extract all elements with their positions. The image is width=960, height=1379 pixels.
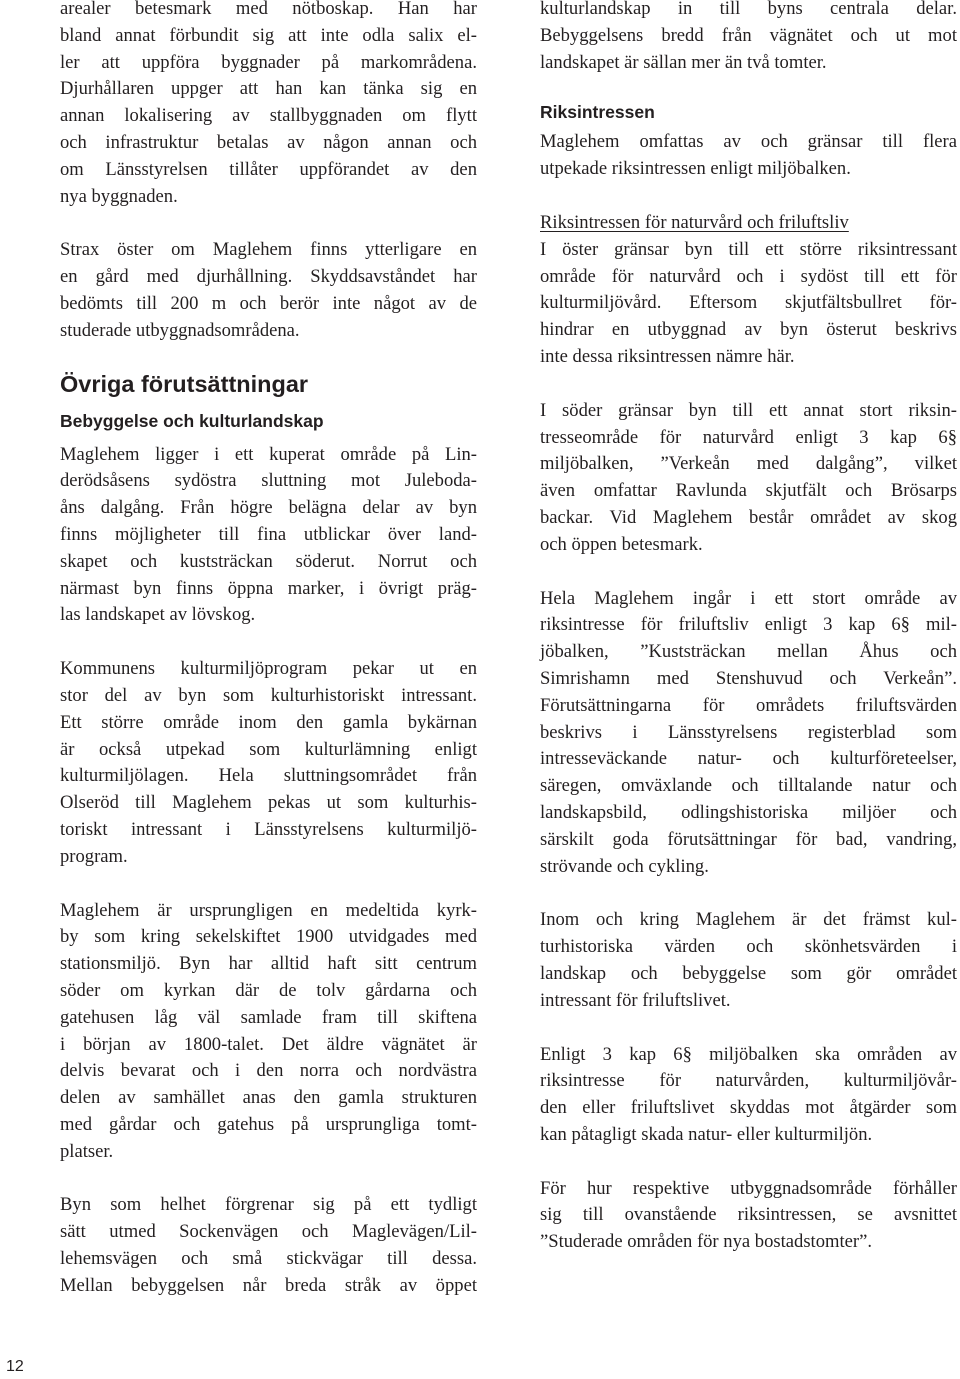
text-line: även omfattar Ravlunda skjutfält och Brösarps (540, 480, 957, 502)
text-line: arealer betesmark med nötboskap. Han har (60, 0, 477, 19)
text-line: Bebyggelsens bredd från vägnätet och ut mot (540, 24, 957, 46)
text-line: landskapet är sällan mer än två tomter. (540, 51, 827, 73)
text-line: Olseröd till Maglehem pekas ut som kulturhis- (60, 792, 477, 814)
text-line: intresseväckande natur- och kulturföreteelser, (540, 748, 957, 770)
paragraph-djurhallning (60, 0, 477, 210)
text-line: backar. Vid Maglehem består området av skog (540, 506, 957, 528)
text-line: delvis bevarat och i den norra och nordvästra (60, 1060, 477, 1082)
text-line: i början av 1800-talet. Det äldre vägnätet är (60, 1033, 477, 1055)
text-line: Simrishamn med Stenshuvud och Verkeån”. (540, 667, 957, 689)
text-line: beskrivs i Länsstyrelsens registerblad som (540, 721, 957, 743)
text-line: Maglehem ligger i ett kuperat område på Lin- (60, 443, 477, 465)
text-line: kulturmiljölagen. Hela sluttningsområdet från (60, 765, 477, 787)
text-line: ”Studerade områden för nya bostadstomter”. (540, 1231, 872, 1253)
paragraph-enligt-3-kap (540, 1042, 957, 1149)
paragraph-inom-och-kring (540, 907, 957, 1014)
text-line: tresseområde för naturvård enligt 3 kap 6§ (540, 426, 957, 448)
text-line: en gård med djurhållning. Skyddsavståndet har (60, 266, 477, 288)
text-line: Ett större område inom den gamla bykärnan (60, 711, 477, 733)
subheading-naturvard-friluftsliv: Riksintressen för naturvård och friluftsliv (540, 211, 849, 233)
text-line: intressant för friluftslivet. (540, 989, 731, 1011)
text-line: platser. (60, 1140, 114, 1162)
text-line: med gårdar och gatehus på ursprungliga tomt- (60, 1113, 477, 1135)
text-line: närmast byn finns öppna marker, i övrigt präg- (60, 577, 477, 599)
paragraph-i-soder (540, 398, 957, 559)
text-line: program. (60, 845, 128, 867)
text-line: derödsåsens sydöstra sluttning mot Juleboda- (60, 470, 477, 492)
text-line: I öster gränsar byn till ett större riksintressant (540, 238, 957, 260)
subheading-bebyggelse: Bebyggelse och kulturlandskap (60, 410, 324, 431)
text-line: delen av samhället anas den gamla strukturen (60, 1087, 477, 1109)
paragraph-kulturmiljoprogram (60, 656, 477, 870)
text-line: finns möjligheter till fina utblickar över land- (60, 523, 477, 545)
text-line: nya byggnaden. (60, 185, 178, 207)
text-line: åns dalgång. Från högre belägna delar av byn (60, 497, 477, 519)
text-line: riksintresse för naturvården, kulturmiljövår- (540, 1070, 957, 1092)
text-line: Enligt 3 kap 6§ miljöbalken ska områden av (540, 1043, 957, 1065)
text-line: Mellan bebyggelsen når breda stråk av öppet (60, 1274, 477, 1296)
text-line: kan påtagligt skada natur- eller kulturmiljön. (540, 1123, 873, 1145)
text-line: Byn som helhet förgrenar sig på ett tydligt (60, 1194, 477, 1216)
text-line: Djurhållaren uppger att han kan tänka sig en (60, 78, 477, 100)
text-line: Hela Maglehem ingår i ett stort område av (540, 587, 957, 609)
text-line: turhistoriska värden och skönhetsvärden i (540, 936, 957, 958)
text-line: skapet och kuststräckan söderut. Norrut och (60, 550, 477, 572)
text-line: område för naturvård och i sydöst till ett för (540, 265, 957, 287)
text-line: stationsmiljö. Byn har alltid haft sitt centrum (60, 953, 477, 975)
text-line: Maglehem omfattas av och gränsar till flera (540, 131, 957, 153)
text-line: annan lokalisering av stallbyggnaden om flytt (60, 105, 477, 127)
text-line: strövande och cykling. (540, 855, 709, 877)
text-line: söder om kyrkan där de tolv gårdarna och (60, 979, 477, 1001)
text-line: utpekade riksintressen enligt miljöbalken. (540, 158, 851, 180)
text-line: Strax öster om Maglehem finns ytterligare en (60, 239, 477, 261)
text-line: och infrastruktur betalas av någon annan och (60, 131, 477, 153)
text-line: stor del av byn som kulturhistoriskt intressant. (60, 684, 477, 706)
text-line: om Länsstyrelsen tillåter uppförandet av den (60, 158, 477, 180)
paragraph-for-hur-respektive (540, 1176, 957, 1256)
text-line: hindrar en utbyggnad av byn österut beskrivs (540, 319, 957, 341)
right-column (540, 0, 957, 1256)
paragraph-maglehem-omfattas (540, 129, 957, 183)
text-line: För hur respektive utbyggnadsområde förhåller (540, 1177, 957, 1199)
text-line: riksintresse för friluftsliv enligt 3 kap 6§ mil- (540, 614, 957, 636)
text-line: lehemsvägen och små stickvägar till dessa. (60, 1248, 477, 1270)
paragraph-i-oster (540, 237, 957, 371)
text-line: las landskapet av lövskog. (60, 604, 256, 626)
text-line: Kommunens kulturmiljöprogram pekar ut en (60, 658, 477, 680)
text-line: Förutsättningarna för områdets friluftsvärden (540, 694, 957, 716)
text-line: Inom och kring Maglehem är det främst kul- (540, 909, 957, 931)
text-line: är också utpekad som kulturlämning enligt (60, 738, 477, 760)
text-line: kulturmiljövård. Eftersom skjutfältsbullret för- (540, 292, 957, 314)
text-line: Maglehem är ursprungligen en medeltida kyrk- (60, 899, 477, 921)
text-line: bland annat förbundit sig att inte odla salix el- (60, 24, 477, 46)
paragraph-hela-maglehem (540, 586, 957, 881)
text-line: studerade utbyggnadsområdena. (60, 319, 300, 341)
text-line: säregen, omväxlande och tilltalande natur och (540, 775, 957, 797)
text-line: den eller friluftslivet skyddas mot åtgärder som (540, 1097, 957, 1119)
paragraph-kulturlandskap (540, 0, 957, 76)
text-line: miljöbalken, ”Verkeån med dalgång”, vilket (540, 453, 957, 475)
page-number: 12 (6, 1358, 24, 1375)
text-line: landskapsbild, odlingshistoriska miljöer och (540, 801, 957, 823)
text-line: jöbalken, ”Kuststräckan mellan Åhus och (540, 641, 957, 663)
text-line: särskilt goda förutsättningar för bad, vandring, (540, 828, 957, 850)
left-column (60, 0, 477, 1300)
text-line: inte dessa riksintressen nämre här. (540, 345, 795, 367)
text-line: toriskt intressant i Länsstyrelsens kulturmiljö- (60, 818, 477, 840)
paragraph-byn-som-helhet (60, 1192, 477, 1299)
paragraph-medeltida-kyrkby (60, 898, 477, 1166)
paragraph-strax-oster (60, 237, 477, 344)
text-line: landskap och bebyggelse som gör området (540, 962, 957, 984)
text-line: ler att uppföra byggnader på markområdena. (60, 51, 477, 73)
subheading-riksintressen: Riksintressen (540, 102, 655, 123)
text-line: och öppen betesmark. (540, 533, 703, 555)
text-line: sätt utmed Sockenvägen och Maglevägen/Lil- (60, 1221, 477, 1243)
text-line: by som kring sekelskiftet 1900 utvidgades med (60, 926, 477, 948)
text-line: sig till ovanstående riksintressen, se avsnittet (540, 1204, 957, 1226)
text-line: I söder gränsar byn till ett annat stort riksin- (540, 399, 957, 421)
text-line: bedömts till 200 m och berör inte något av de (60, 292, 477, 314)
text-line: kulturlandskap in till byns centrala delar. (540, 0, 957, 19)
paragraph-maglehem-ligger (60, 442, 477, 630)
text-line: gatehusen låg väl samlade fram till skiftena (60, 1006, 477, 1028)
heading-ovriga-forutsattningar: Övriga förutsättningar (60, 370, 309, 397)
